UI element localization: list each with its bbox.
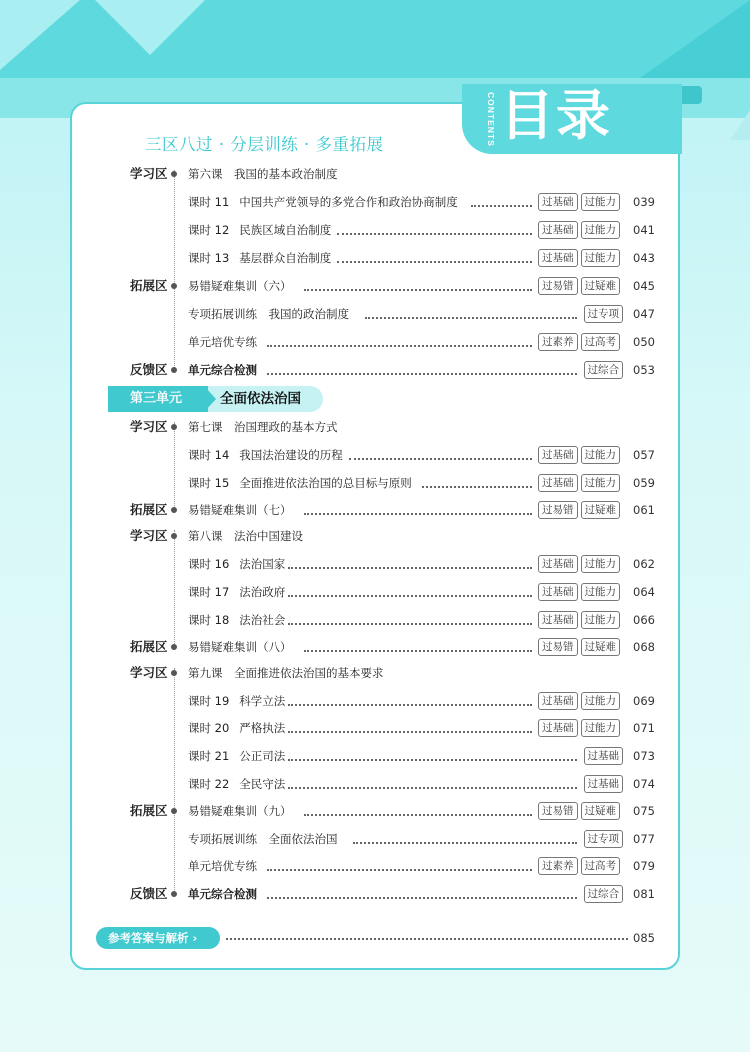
lesson-number: 课时 16 [188, 557, 230, 571]
tag-group [538, 692, 620, 710]
entry-text: 单元培优专练 [188, 859, 257, 873]
toc-entry[interactable] [0, 689, 750, 713]
page-number: 064 [633, 585, 655, 599]
level-tag: 过素养 [538, 857, 578, 875]
toc-entry[interactable] [0, 744, 750, 768]
level-tag: 过基础 [538, 583, 578, 601]
level-tag: 过基础 [538, 474, 578, 492]
toc-entry[interactable] [0, 799, 750, 823]
entry-title [188, 218, 331, 242]
entry-title [188, 524, 303, 548]
dot-leader [267, 373, 577, 375]
toc-entry[interactable] [0, 274, 750, 298]
level-tag: 过能力 [581, 474, 621, 492]
level-tag: 过高考 [581, 333, 621, 351]
toc-entry[interactable] [0, 471, 750, 495]
bullet-icon [171, 283, 177, 289]
entry-title [188, 799, 292, 823]
section-label: 反馈区 [130, 362, 168, 377]
section-label: 拓展区 [130, 278, 168, 293]
entry-text: 法治国家 [239, 557, 286, 571]
section-label: 拓展区 [130, 502, 168, 517]
entry-title [188, 246, 331, 270]
section-label: 拓展区 [130, 803, 168, 818]
entry-text: 单元综合检测 [188, 887, 257, 901]
toc-entry[interactable] [0, 552, 750, 576]
level-tag: 过易错 [538, 277, 578, 295]
toc-entry[interactable] [0, 162, 750, 186]
dot-leader [267, 869, 532, 871]
unit-title: 全面依法治国 [220, 391, 301, 407]
lesson-number: 课时 18 [188, 613, 230, 627]
entry-title [188, 471, 412, 495]
entry-title [188, 190, 458, 214]
bullet-icon [171, 533, 177, 539]
entry-title [188, 827, 338, 851]
contents-label: CONTENTS [486, 92, 496, 147]
tag-group [584, 361, 624, 379]
entry-text: 第七课 治国理政的基本方式 [188, 420, 338, 434]
entry-title [188, 302, 349, 326]
level-tag: 过易错 [538, 802, 578, 820]
level-tag: 过疑难 [581, 501, 621, 519]
toc-entry[interactable] [0, 854, 750, 878]
level-tag: 过能力 [581, 446, 621, 464]
toc-entry[interactable] [0, 827, 750, 851]
dot-leader [288, 787, 578, 789]
bullet-icon [171, 891, 177, 897]
page-number: 057 [633, 448, 655, 462]
level-tag: 过专项 [584, 305, 624, 323]
entry-text: 科学立法 [239, 694, 286, 708]
dot-leader [337, 233, 532, 235]
page-number: 068 [633, 640, 655, 654]
page-number: 047 [633, 307, 655, 321]
tag-group [538, 857, 620, 875]
level-tag: 过能力 [581, 555, 621, 573]
page-number: 074 [633, 777, 655, 791]
toc-entry[interactable] [0, 498, 750, 522]
level-tag: 过易错 [538, 638, 578, 656]
page-number: 059 [633, 476, 655, 490]
entry-text: 全面推进依法治国的总目标与原则 [239, 476, 412, 490]
toc-entry[interactable] [0, 608, 750, 632]
level-tag: 过能力 [581, 692, 621, 710]
entry-title [188, 661, 384, 685]
entry-text: 第九课 全面推进依法治国的基本要求 [188, 666, 384, 680]
level-tag: 过能力 [581, 719, 621, 737]
toc-entry[interactable] [0, 246, 750, 270]
page-number: 066 [633, 613, 655, 627]
entry-title [188, 552, 285, 576]
tag-group [538, 277, 620, 295]
page-number: 081 [633, 887, 655, 901]
level-tag: 过基础 [538, 221, 578, 239]
entry-text: 易错疑难集训（九） [188, 804, 292, 818]
lesson-number: 课时 11 [188, 195, 230, 209]
toc-entry[interactable] [0, 330, 750, 354]
dot-leader [304, 814, 532, 816]
section-label: 反馈区 [130, 886, 168, 901]
tag-group [538, 333, 620, 351]
level-tag: 过能力 [581, 221, 621, 239]
dot-leader [288, 595, 532, 597]
dot-leader [365, 317, 578, 319]
lesson-number: 课时 15 [188, 476, 230, 490]
page-number: 043 [633, 251, 655, 265]
entry-text: 单元综合检测 [188, 363, 257, 377]
section-label: 学习区 [130, 665, 168, 680]
tag-group [538, 193, 620, 211]
page-number: 053 [633, 363, 655, 377]
slogan: 三区八过 · 分层训练 · 多重拓展 [145, 135, 384, 154]
dot-leader [288, 567, 532, 569]
bullet-icon [171, 644, 177, 650]
toc-entry[interactable] [0, 302, 750, 326]
tag-group [538, 719, 620, 737]
tag-group [538, 501, 620, 519]
entry-text: 易错疑难集训（八） [188, 640, 292, 654]
bullet-icon [171, 367, 177, 373]
bullet-icon [171, 808, 177, 814]
dot-leader [304, 289, 532, 291]
page-number: 045 [633, 279, 655, 293]
entry-title [188, 358, 257, 382]
toc-entry[interactable] [0, 882, 750, 906]
level-tag: 过基础 [538, 719, 578, 737]
entry-title [188, 415, 338, 439]
level-tag: 过疑难 [581, 638, 621, 656]
page-number: 075 [633, 804, 655, 818]
page-number: 079 [633, 859, 655, 873]
dot-leader [353, 842, 578, 844]
tag-group [584, 305, 624, 323]
tag-group [538, 583, 620, 601]
entry-text: 专项拓展训练 我国的政治制度 [188, 307, 349, 321]
tag-group [584, 830, 624, 848]
section-label: 拓展区 [130, 639, 168, 654]
entry-text: 基层群众自治制度 [239, 251, 332, 265]
page-number: 041 [633, 223, 655, 237]
tag-group [538, 638, 620, 656]
entry-text: 易错疑难集训（七） [188, 503, 292, 517]
entry-title [188, 274, 292, 298]
entry-text: 中国共产党领导的多党合作和政治协商制度 [239, 195, 458, 209]
level-tag: 过易错 [538, 501, 578, 519]
tag-group [584, 775, 624, 793]
tag-group [538, 474, 620, 492]
entry-text: 第八课 法治中国建设 [188, 529, 303, 543]
level-tag: 过疑难 [581, 277, 621, 295]
lesson-number: 课时 17 [188, 585, 230, 599]
entry-text: 法治政府 [239, 585, 286, 599]
toc-entry[interactable] [0, 190, 750, 214]
section-label: 学习区 [130, 419, 168, 434]
dot-leader [288, 731, 532, 733]
tag-group [538, 802, 620, 820]
toc-entry[interactable] [0, 218, 750, 242]
entry-text: 专项拓展训练 全面依法治国 [188, 832, 338, 846]
entry-text: 法治社会 [239, 613, 286, 627]
page-number: 039 [633, 195, 655, 209]
lesson-number: 课时 13 [188, 251, 230, 265]
level-tag: 过基础 [538, 249, 578, 267]
toc-entry[interactable] [0, 443, 750, 467]
lesson-number: 课时 14 [188, 448, 230, 462]
tag-group [584, 885, 624, 903]
entry-title [188, 882, 257, 906]
toc-entry[interactable] [0, 772, 750, 796]
level-tag: 过基础 [538, 692, 578, 710]
page-number: 077 [633, 832, 655, 846]
entry-title [188, 608, 285, 632]
entry-title [188, 635, 292, 659]
level-tag: 过专项 [584, 830, 624, 848]
level-tag: 过基础 [584, 747, 624, 765]
toc-entry[interactable] [0, 524, 750, 548]
level-tag: 过基础 [538, 611, 578, 629]
dot-leader [304, 513, 532, 515]
lesson-number: 课时 20 [188, 721, 230, 735]
level-tag: 过基础 [538, 555, 578, 573]
page-number: 050 [633, 335, 655, 349]
dot-leader [226, 938, 628, 940]
entry-text: 严格执法 [239, 721, 286, 735]
level-tag: 过基础 [584, 775, 624, 793]
tag-group [538, 221, 620, 239]
bullet-icon [171, 171, 177, 177]
entry-title [188, 744, 285, 768]
entry-text: 第六课 我国的基本政治制度 [188, 167, 338, 181]
page-number: 073 [633, 749, 655, 763]
lesson-number: 课时 12 [188, 223, 230, 237]
level-tag: 过疑难 [581, 802, 621, 820]
lesson-number: 课时 22 [188, 777, 230, 791]
lesson-number: 课时 21 [188, 749, 230, 763]
toc-entry[interactable] [0, 415, 750, 439]
entry-text: 民族区域自治制度 [239, 223, 332, 237]
section-label: 学习区 [130, 166, 168, 181]
page-number: 061 [633, 503, 655, 517]
tag-group [538, 249, 620, 267]
tag-group [584, 747, 624, 765]
entry-text: 单元培优专练 [188, 335, 257, 349]
dot-leader [471, 205, 532, 207]
toc-entry[interactable] [0, 635, 750, 659]
tag-group [538, 611, 620, 629]
tag-group [538, 555, 620, 573]
entry-title [188, 330, 257, 354]
bullet-icon [171, 670, 177, 676]
dot-leader [349, 458, 532, 460]
toc-entry[interactable] [0, 661, 750, 685]
dot-leader [267, 897, 577, 899]
entry-title [188, 443, 343, 467]
dot-leader [288, 759, 578, 761]
level-tag: 过基础 [538, 193, 578, 211]
toc-entry[interactable] [0, 358, 750, 382]
dot-leader [288, 623, 532, 625]
answers-page-number: 085 [633, 931, 655, 945]
level-tag: 过素养 [538, 333, 578, 351]
entry-title [188, 498, 292, 522]
entry-text: 我国法治建设的历程 [239, 448, 343, 462]
entry-title [188, 716, 285, 740]
dot-leader [337, 261, 532, 263]
dot-leader [304, 650, 532, 652]
level-tag: 过能力 [581, 611, 621, 629]
toc-entry[interactable] [0, 716, 750, 740]
entry-text: 公正司法 [239, 749, 286, 763]
entry-title [188, 580, 285, 604]
entry-title [188, 689, 285, 713]
entry-title [188, 162, 338, 186]
unit-label: 第三单元 [108, 386, 208, 412]
dot-leader [288, 704, 532, 706]
level-tag: 过高考 [581, 857, 621, 875]
bullet-icon [171, 424, 177, 430]
lesson-number: 课时 19 [188, 694, 230, 708]
dot-leader [267, 345, 532, 347]
level-tag: 过能力 [581, 249, 621, 267]
page-number: 062 [633, 557, 655, 571]
entry-text: 全民守法 [239, 777, 286, 791]
section-label: 学习区 [130, 528, 168, 543]
level-tag: 过综合 [584, 361, 624, 379]
tag-group [538, 446, 620, 464]
toc-entry[interactable] [0, 580, 750, 604]
bullet-icon [171, 507, 177, 513]
entry-title [188, 772, 285, 796]
level-tag: 过基础 [538, 446, 578, 464]
entry-title [188, 854, 257, 878]
level-tag: 过综合 [584, 885, 624, 903]
entry-text: 易错疑难集训（六） [188, 279, 292, 293]
answers-link[interactable]: 参考答案与解析 › [96, 927, 220, 949]
page-number: 071 [633, 721, 655, 735]
page-title: 目录 [500, 84, 612, 147]
page-number: 069 [633, 694, 655, 708]
level-tag: 过能力 [581, 583, 621, 601]
dot-leader [422, 486, 532, 488]
level-tag: 过能力 [581, 193, 621, 211]
